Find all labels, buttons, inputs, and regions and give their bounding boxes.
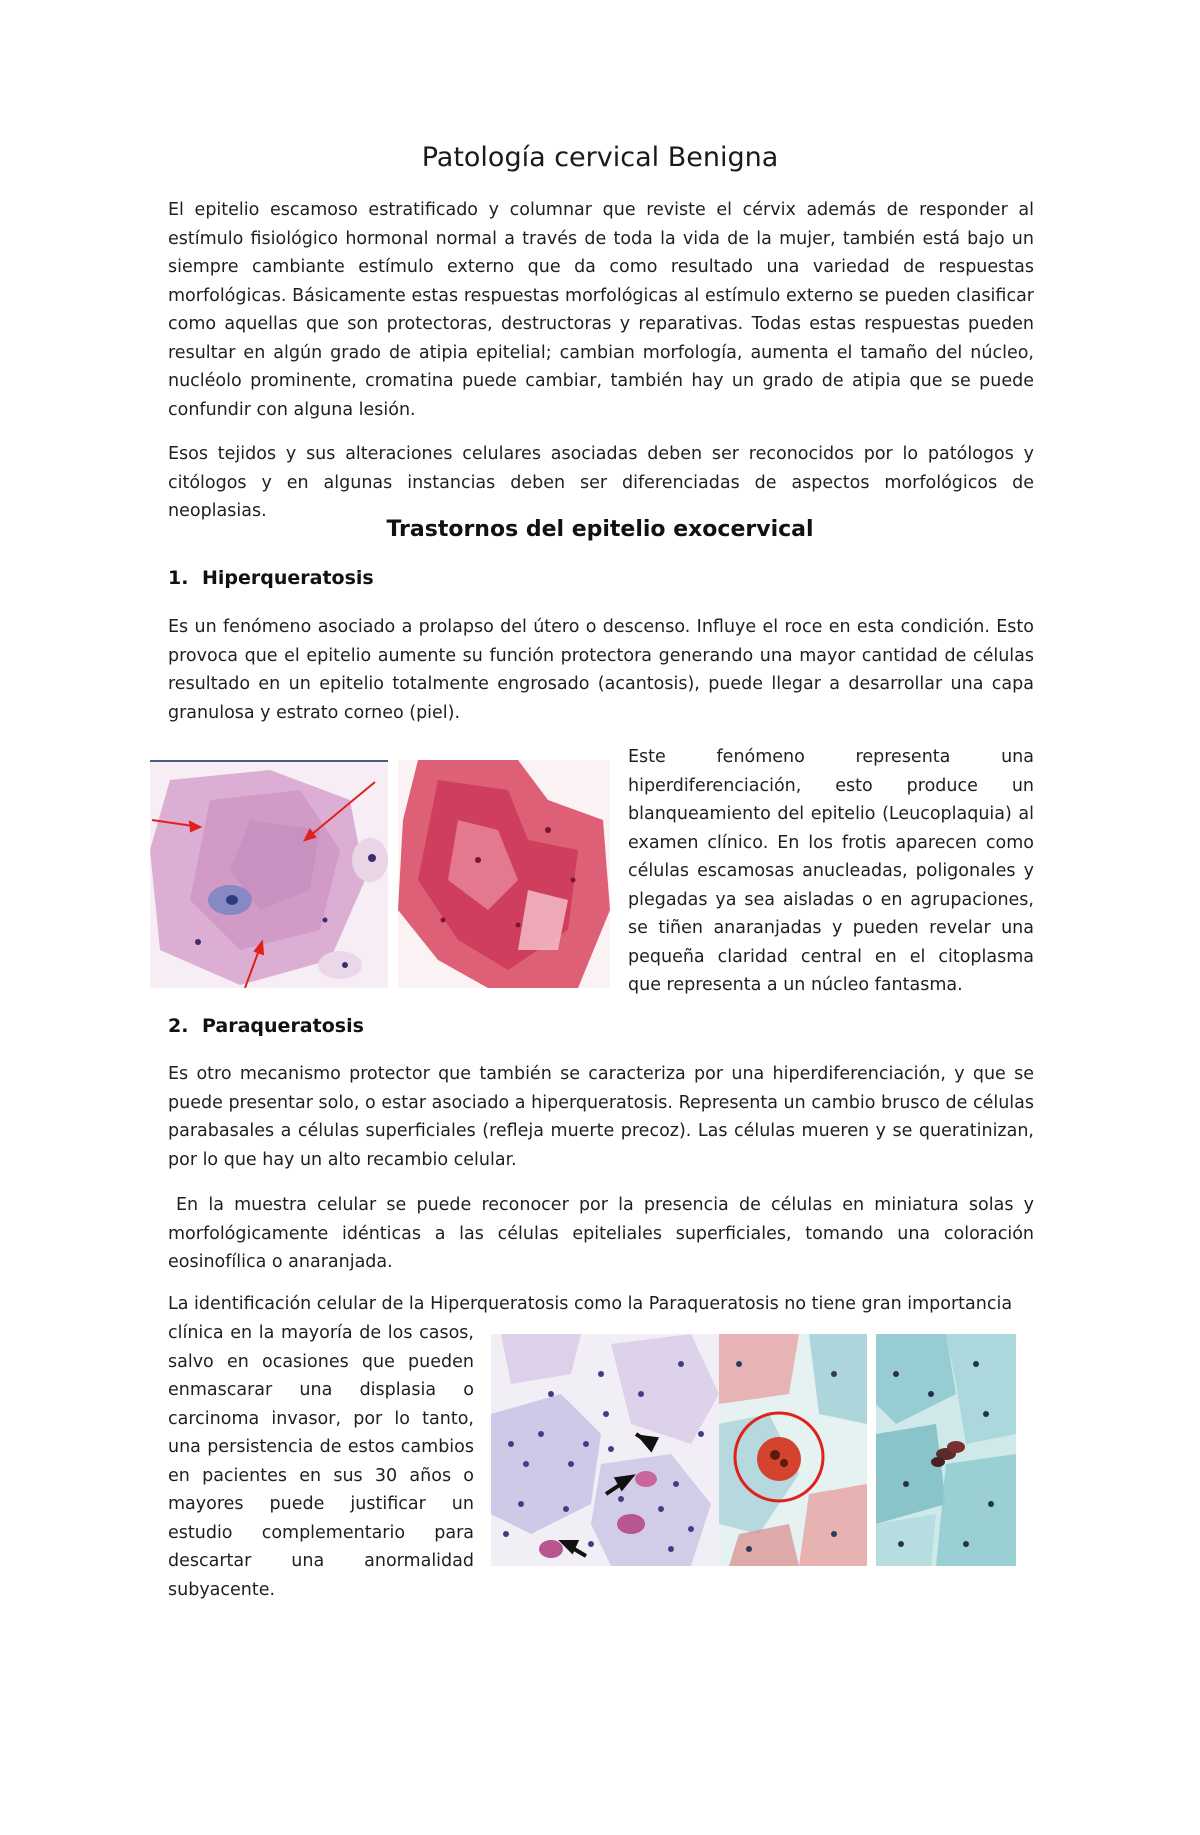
closing-side-text: clínica en la mayoría de los casos, salvo en ocasiones que pueden enmascarar una displasia o carcinoma invasor, por lo tanto, una persistencia de estos cambios en pacientes en sus 30 años o mayores puede justificar un estudio complementario para descartar una anormalidad subyacente.	[168, 1323, 474, 1600]
micrograph-hiperqueratosis-cluster	[398, 760, 610, 988]
micrograph-paraqueratosis-blue	[876, 1334, 1016, 1566]
hiperqueratosis-paragraph: Es un fenómeno asociado a prolapso del útero o descenso. Influye el roce en esta condición. Esto provoca que el epitelio aumente su función protectora generando una mayor cantidad de células resultado en un epitelio totalmente engrosado (acantosis), puede llegar a desarrollar una capa granulosa y estrato corneo (piel).	[168, 617, 1034, 723]
heading-number: 1.	[168, 567, 189, 589]
heading-hiperqueratosis	[168, 567, 374, 589]
heading-paraqueratosis	[168, 1015, 364, 1037]
closing-line: La identificación celular de la Hiperqueratosis como la Paraqueratosis no tiene gran importancia	[168, 1294, 1013, 1314]
paraqueratosis-paragraph-2: En la muestra celular se puede reconocer por la presencia de células en miniatura solas y morfológicamente idénticas a las células epiteliales superficiales, tomando una coloración eosinofílica o anaranjada.	[168, 1195, 1034, 1272]
intro-paragraph-2: Esos tejidos y sus alteraciones celulares asociadas deben ser reconocidos por lo patólogos y citólogos y en algunas instancias deben ser diferenciadas de aspectos morfológicos de neoplasias.	[168, 444, 1034, 521]
section-title: Trastornos del epitelio exocervical	[386, 517, 814, 542]
micrograph-paraqueratosis-arrows	[491, 1334, 719, 1566]
intro-paragraph-1: El epitelio escamoso estratificado y columnar que reviste el cérvix además de responder al estímulo fisiológico hormonal normal a través de toda la vida de la mujer, también está bajo un siempre cambiante estímulo externo que da como resultado una variedad de respuestas morfológicas. Básicamente estas respuestas morfológicas al estímulo externo se pueden clasificar como aquellas que son protectoras, destructoras y reparativas. Todas estas respuestas pueden resultar en algún grado de atipia epitelial; cambian morfología, aumenta el tamaño del núcleo, nucléolo prominente, cromatina puede cambiar, también hay un grado de atipia que se puede confundir con alguna lesión.	[168, 200, 1034, 420]
paraqueratosis-paragraph-1: Es otro mecanismo protector que también se caracteriza por una hiperdiferenciación, y que se puede presentar solo, o estar asociado a hiperqueratosis. Representa un cambio brusco de células parabasales a células superficiales (refleja muerte precoz). Las células mueren y se queratinizan, por lo que hay un alto recambio celular.	[168, 1064, 1034, 1170]
page-title: Patología cervical Benigna	[421, 142, 779, 173]
heading-text: Paraqueratosis	[202, 1015, 364, 1037]
micrograph-hiperqueratosis-pap	[150, 760, 388, 988]
micrograph-paraqueratosis-circled	[719, 1334, 867, 1566]
hiperqueratosis-side-text: Este fenómeno representa una hiperdiferenciación, esto produce un blanqueamiento del epitelio (Leucoplaquia) al examen clínico. En los frotis aparecen como células escamosas anucleadas, poligonales y plegadas ya sea aisladas o en agrupaciones, se tiñen anaranjadas y pueden revelar una pequeña claridad central en el citoplasma que representa a un núcleo fantasma.	[628, 747, 1034, 995]
heading-text: Hiperqueratosis	[202, 567, 374, 589]
heading-number: 2.	[168, 1015, 189, 1037]
